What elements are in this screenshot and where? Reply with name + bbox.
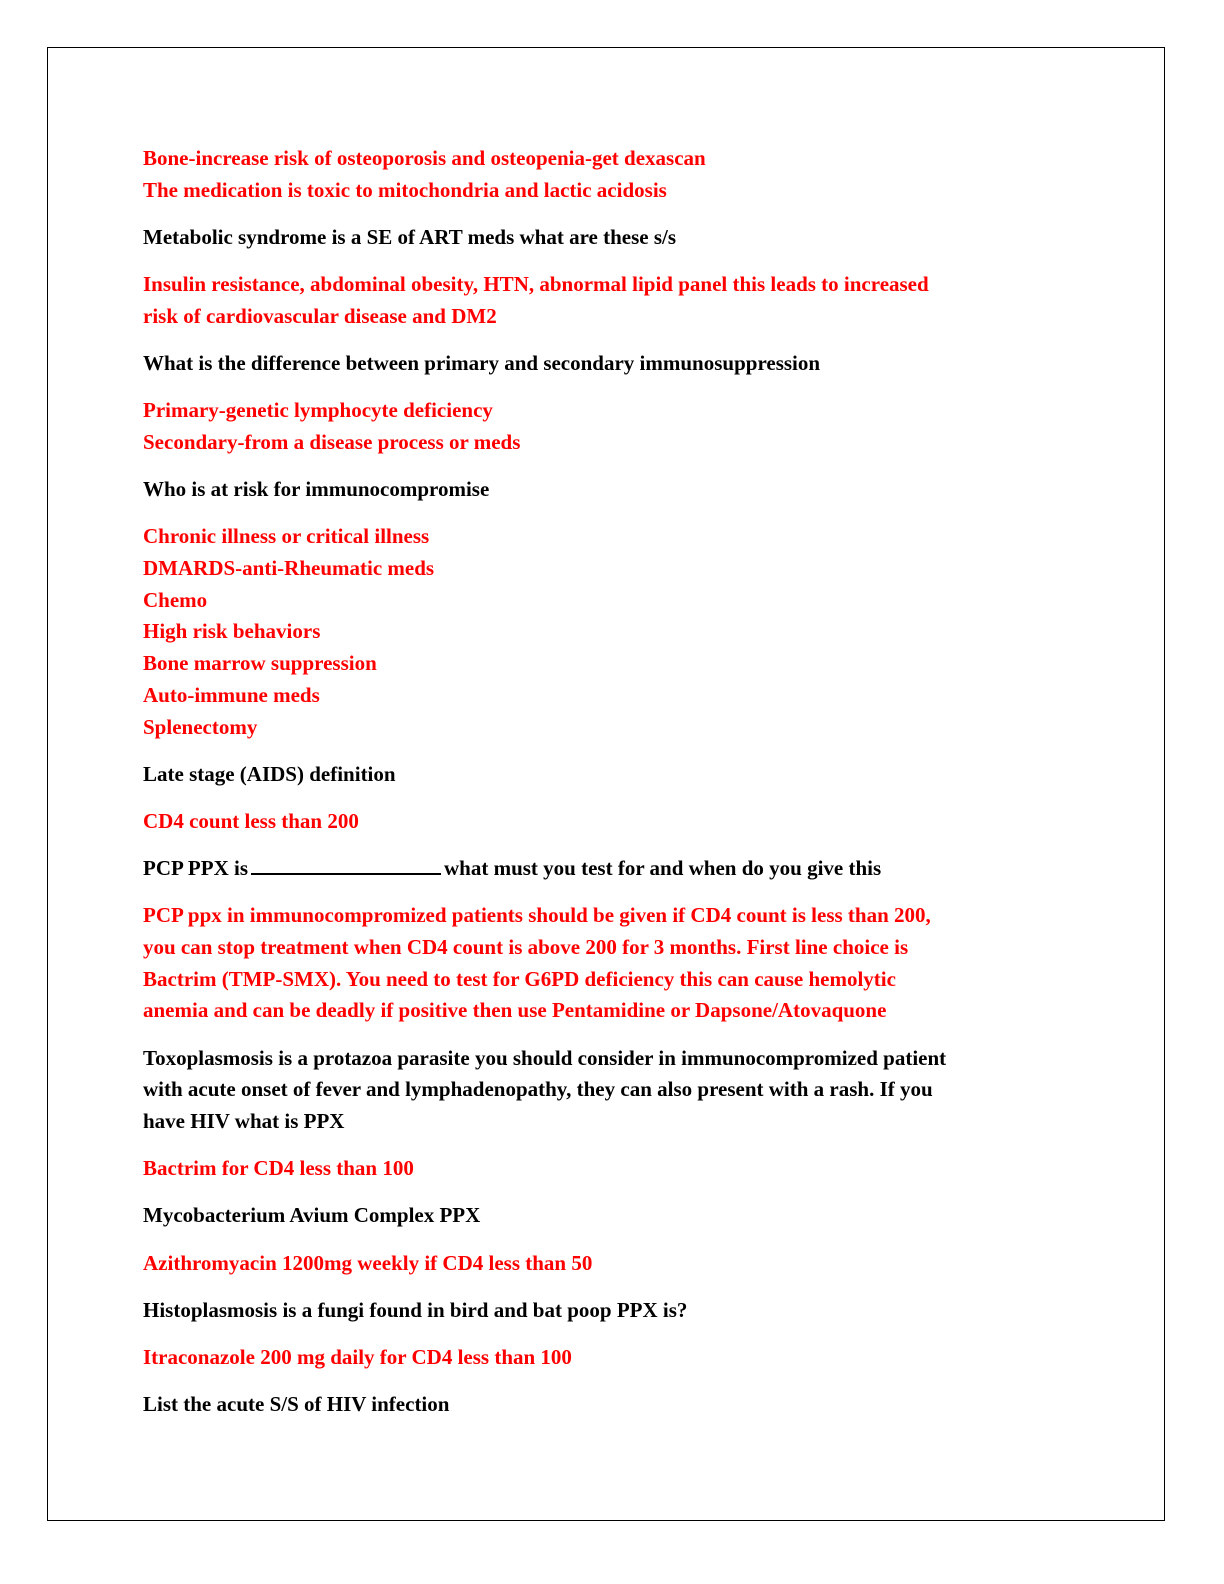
answer-block: [143, 1248, 1073, 1280]
fill-in-blank: [251, 854, 441, 875]
question-block: [143, 1389, 1073, 1421]
text-line: Itraconazole 200 mg daily for CD4 less than 100: [143, 1345, 572, 1370]
text-line: Late stage (AIDS) definition: [143, 761, 396, 786]
text-line: The medication is toxic to mitochondria and lactic acidosis: [143, 177, 667, 202]
text-line: CD4 count less than 200: [143, 808, 359, 833]
question-block: [143, 1295, 1073, 1327]
text-line: Bactrim (TMP-SMX). You need to test for G6PD deficiency this can cause hemolytic: [143, 966, 896, 991]
text-line: Secondary-from a disease process or meds: [143, 429, 521, 454]
text-line: DMARDS-anti-Rheumatic meds: [143, 556, 435, 581]
answer-block: [143, 395, 1073, 458]
text-line: Splenectomy: [143, 714, 258, 739]
text-line: Who is at risk for immunocompromise: [143, 477, 490, 502]
document-body: [143, 143, 1073, 1437]
text-line: Primary-genetic lymphocyte deficiency: [143, 398, 493, 423]
text-line: What is the difference between primary and secondary immunosuppression: [143, 351, 821, 376]
question-block: [143, 348, 1073, 380]
question-block: [143, 1043, 1073, 1138]
text-line: PCP ppx in immunocompromized patients should be given if CD4 count is less than 200,: [143, 903, 931, 928]
text-line: List the acute S/S of HIV infection: [143, 1392, 450, 1417]
question-block: [143, 759, 1073, 791]
answer-block: [143, 1342, 1073, 1374]
text-line: [143, 853, 1073, 885]
question-block: [143, 474, 1073, 506]
answer-block: [143, 1153, 1073, 1185]
text-line: Azithromyacin 1200mg weekly if CD4 less than 50: [143, 1250, 593, 1275]
text-line: Bactrim for CD4 less than 100: [143, 1156, 414, 1181]
text-before-blank: PCP PPX is: [143, 856, 248, 881]
text-line: Auto-immune meds: [143, 682, 320, 707]
answer-block: [143, 806, 1073, 838]
text-line: with acute onset of fever and lymphadenopathy, they can also present with a rash. If you: [143, 1077, 933, 1102]
text-line: Histoplasmosis is a fungi found in bird and bat poop PPX is?: [143, 1297, 688, 1322]
answer-block: [143, 521, 1073, 743]
text-line: High risk behaviors: [143, 619, 321, 644]
text-line: Insulin resistance, abdominal obesity, HTN, abnormal lipid panel this leads to increased: [143, 272, 929, 297]
text-line: Chronic illness or critical illness: [143, 524, 430, 549]
text-line: risk of cardiovascular disease and DM2: [143, 303, 497, 328]
question-block: [143, 1200, 1073, 1232]
text-line: Toxoplasmosis is a protazoa parasite you should consider in immunocompromized patient: [143, 1045, 947, 1070]
text-line: Metabolic syndrome is a SE of ART meds what are these s/s: [143, 224, 677, 249]
text-line: Mycobacterium Avium Complex PPX: [143, 1203, 481, 1228]
answer-block: [143, 143, 1073, 206]
question-block: [143, 853, 1073, 885]
text-after-blank: what must you test for and when do you give this: [444, 856, 882, 881]
text-line: you can stop treatment when CD4 count is above 200 for 3 months. First line choice is: [143, 935, 909, 960]
text-line: have HIV what is PPX: [143, 1109, 345, 1134]
answer-block: [143, 269, 1073, 332]
text-line: Bone-increase risk of osteoporosis and osteopenia-get dexascan: [143, 146, 706, 170]
question-block: [143, 222, 1073, 254]
answer-block: [143, 900, 1073, 1027]
text-line: Bone marrow suppression: [143, 651, 377, 676]
text-line: Chemo: [143, 587, 208, 612]
text-line: anemia and can be deadly if positive then use Pentamidine or Dapsone/Atovaquone: [143, 998, 887, 1023]
